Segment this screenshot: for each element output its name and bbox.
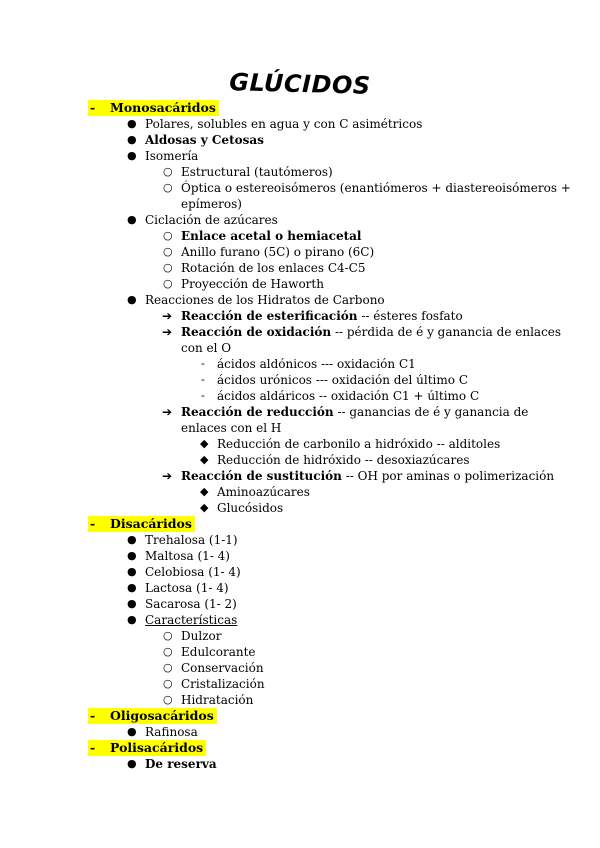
reaction-continuation: con el O: [181, 341, 232, 355]
diamond-bullet-icon: ◆: [200, 485, 209, 498]
reaction-item: [181, 324, 561, 340]
list-item: Celobiosa (1- 4): [145, 565, 241, 579]
list-item: Ciclación de azúcares: [145, 213, 278, 227]
list-item: Proyección de Haworth: [181, 277, 324, 291]
reaction-continuation: enlaces con el H: [181, 421, 282, 435]
reaction-name: Reacción de sustitución: [181, 469, 342, 483]
arrow-right-icon: ➔: [162, 469, 173, 483]
bullet-icon: ●: [127, 133, 137, 146]
bullet-icon: ●: [127, 117, 137, 130]
arrow-right-icon: ➔: [162, 405, 173, 419]
circle-bullet-icon: ○: [163, 261, 173, 274]
reaction-item: [181, 468, 554, 484]
reaction-desc: -- OH por aminas o polimerización: [341, 469, 555, 483]
list-item: Estructural (tautómeros): [181, 165, 333, 179]
dash-marker: -: [90, 708, 96, 723]
list-item-underlined: Características: [145, 613, 238, 627]
dash-marker: -: [90, 516, 96, 531]
diamond-bullet-icon: ◆: [200, 437, 209, 450]
dash-marker: -: [201, 373, 205, 386]
circle-bullet-icon: ○: [163, 677, 173, 690]
section-label: Polisacáridos: [110, 740, 204, 755]
section-heading-oligosacaridos: [88, 708, 217, 724]
circle-bullet-icon: ○: [163, 165, 173, 178]
list-item: Anillo furano (5C) o pirano (6C): [181, 245, 375, 259]
circle-bullet-icon: ○: [163, 661, 173, 674]
list-item: Reacciones de los Hidratos de Carbono: [145, 293, 385, 307]
list-item: Aldosas y Cetosas: [145, 133, 264, 147]
section-label: Monosacáridos: [110, 100, 216, 115]
bullet-icon: ●: [127, 149, 137, 162]
diamond-bullet-icon: ◆: [200, 453, 209, 466]
page-title: GLÚCIDOS: [228, 68, 371, 100]
circle-bullet-icon: ○: [163, 645, 173, 658]
bullet-icon: ●: [127, 565, 137, 578]
circle-bullet-icon: ○: [163, 629, 173, 642]
circle-bullet-icon: ○: [163, 229, 173, 242]
section-heading-disacaridos: [88, 516, 195, 532]
section-heading-polisacaridos: [88, 740, 206, 756]
list-item: Reducción de carbonilo a hidróxido -- alditoles: [217, 437, 501, 451]
bullet-icon: ●: [127, 725, 137, 738]
list-item: ácidos aldónicos --- oxidación C1: [217, 357, 416, 371]
list-item: Rafinosa: [145, 725, 198, 739]
reaction-item: [181, 308, 463, 324]
list-item: Edulcorante: [181, 645, 256, 659]
dash-marker: -: [90, 740, 96, 755]
list-item: Sacarosa (1- 2): [145, 597, 237, 611]
reaction-name: Reacción de oxidación: [181, 325, 332, 339]
bullet-icon: ●: [127, 757, 137, 770]
list-item: Polares, solubles en agua y con C asimétricos: [145, 117, 423, 131]
reaction-item: [181, 404, 528, 420]
bullet-icon: ●: [127, 549, 137, 562]
arrow-right-icon: ➔: [162, 325, 173, 339]
reaction-desc: -- pérdida de é y ganancia de enlaces: [331, 325, 562, 339]
dash-marker: -: [90, 100, 96, 115]
list-item: Dulzor: [181, 629, 222, 643]
list-item: ácidos aldáricos -- oxidación C1 + último C: [217, 389, 480, 403]
list-item: Lactosa (1- 4): [145, 581, 229, 595]
list-item: Cristalización: [181, 677, 265, 691]
list-item: Hidratación: [181, 693, 254, 707]
section-label: Oligosacáridos: [110, 708, 214, 723]
bullet-icon: ●: [127, 533, 137, 546]
circle-bullet-icon: ○: [163, 181, 173, 194]
list-item: Isomería: [145, 149, 199, 163]
bullet-icon: ●: [127, 213, 137, 226]
circle-bullet-icon: ○: [163, 277, 173, 290]
reaction-desc: -- ganancias de é y ganancia de: [333, 405, 529, 419]
list-item: Rotación de los enlaces C4-C5: [181, 261, 366, 275]
list-item: Trehalosa (1-1): [145, 533, 238, 547]
reaction-name: Reacción de esterificación: [181, 309, 358, 323]
reaction-desc: -- ésteres fosfato: [357, 309, 463, 323]
reaction-name: Reacción de reducción: [181, 405, 334, 419]
list-item: Aminoazúcares: [217, 485, 310, 499]
list-item: ácidos urónicos --- oxidación del último C: [217, 373, 468, 387]
dash-marker: -: [201, 357, 205, 370]
list-item: Reducción de hidróxido -- desoxiazúcares: [217, 453, 470, 467]
diamond-bullet-icon: ◆: [200, 501, 209, 514]
dash-marker: -: [201, 389, 205, 402]
arrow-right-icon: ➔: [162, 309, 173, 323]
circle-bullet-icon: ○: [163, 693, 173, 706]
bullet-icon: ●: [127, 613, 137, 626]
section-label: Disacáridos: [110, 516, 192, 531]
circle-bullet-icon: ○: [163, 245, 173, 258]
list-item-continuation: epímeros): [181, 197, 242, 211]
list-item: De reserva: [145, 757, 217, 771]
list-item: Enlace acetal o hemiacetal: [181, 229, 362, 243]
section-heading-monosacaridos: [88, 100, 219, 116]
list-item: Conservación: [181, 661, 264, 675]
bullet-icon: ●: [127, 581, 137, 594]
bullet-icon: ●: [127, 293, 137, 306]
bullet-icon: ●: [127, 597, 137, 610]
list-item: Maltosa (1- 4): [145, 549, 230, 563]
list-item: Óptica o estereoisómeros (enantiómeros + diastereoisómeros +: [181, 181, 571, 195]
list-item: Glucósidos: [217, 501, 284, 515]
